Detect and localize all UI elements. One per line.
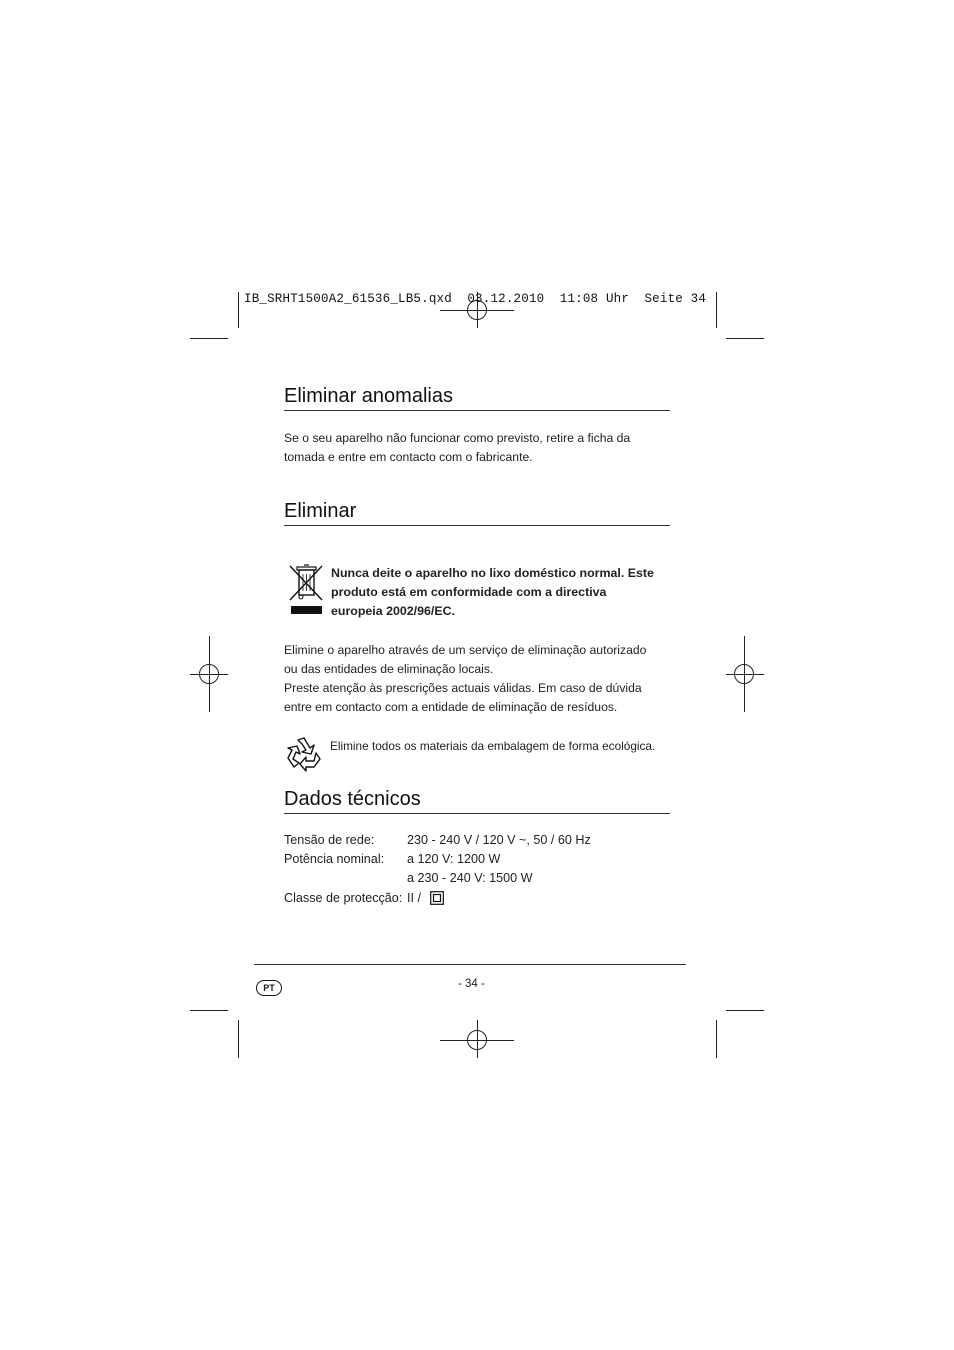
weee-warning-text: Nunca deite o aparelho no lixo doméstico normal. Este produto está em conformidade com a directiva europeia 2002/96/EC. — [331, 566, 654, 618]
heading-eliminar-anomalias: Eliminar anomalias — [284, 385, 670, 411]
footer-rule — [254, 964, 686, 965]
crop-mark — [716, 1020, 717, 1058]
heading-eliminar: Eliminar — [284, 500, 670, 526]
packaging-disposal-text: Elimine todos os materiais da embalagem de forma ecológica. — [330, 739, 656, 753]
crop-mark — [190, 1010, 228, 1011]
tech-label: Potência nominal: — [284, 852, 385, 866]
registration-mark — [199, 664, 219, 684]
tech-value: II / — [407, 891, 421, 905]
tech-value: 230 - 240 V / 120 V ~, 50 / 60 Hz — [407, 833, 591, 847]
tech-label: Tensão de rede: — [284, 833, 375, 847]
eliminar-paragraph: Elimine o aparelho através de um serviço de eliminação autorizado ou das entidades de eliminação locais. Preste atenção às prescrições actuais válidas. Em caso de dúvida entre em contacto com a entidade de eliminação de resíduos. — [284, 643, 647, 714]
crop-mark — [726, 338, 764, 339]
page-number: - 34 - — [458, 978, 485, 990]
tech-value: a 230 - 240 V: 1500 W — [407, 871, 533, 885]
tech-label: Classe de protecção: — [284, 891, 403, 905]
registration-mark — [734, 664, 754, 684]
crop-mark — [716, 292, 717, 328]
crop-mark — [726, 1010, 764, 1011]
print-slug: IB_SRHT1500A2_61536_LB5.qxd 03.12.2010 11:08 Uhr Seite 34 — [244, 292, 707, 306]
registration-mark — [467, 1030, 487, 1050]
crossed-out-bin-icon — [288, 562, 324, 621]
double-insulation-icon — [430, 891, 444, 910]
crop-mark — [238, 292, 239, 328]
recycle-icon — [284, 734, 324, 779]
crop-mark — [190, 338, 228, 339]
crop-mark — [238, 1020, 239, 1058]
language-badge: PT — [256, 980, 282, 996]
tech-value: a 120 V: 1200 W — [407, 852, 501, 866]
heading-dados-tecnicos: Dados técnicos — [284, 788, 670, 814]
anomalias-paragraph: Se o seu aparelho não funcionar como previsto, retire a ficha da tomada e entre em contacto com o fabricante. — [284, 431, 631, 464]
